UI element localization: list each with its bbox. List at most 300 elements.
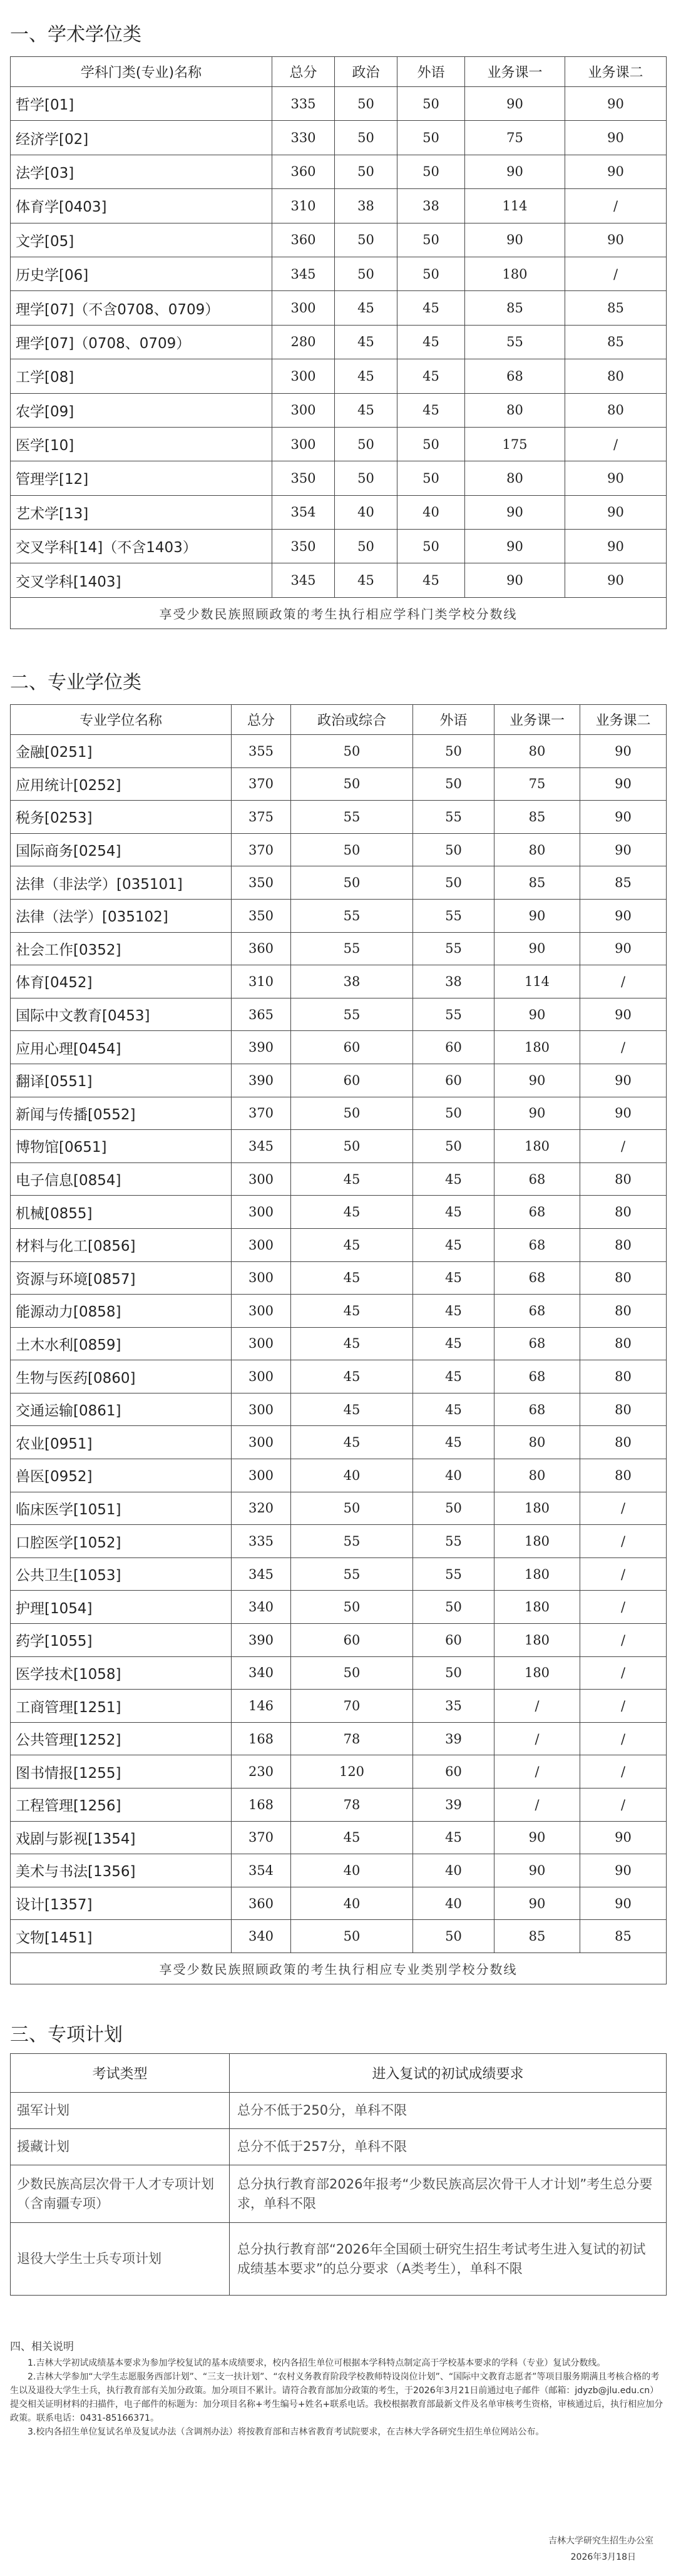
score-cell: 60 (413, 1064, 494, 1097)
score-cell: 45 (335, 359, 397, 393)
score-cell: 80 (580, 1196, 667, 1229)
score-cell: 68 (494, 1261, 580, 1295)
score-cell: 50 (291, 735, 413, 768)
score-cell: 45 (397, 291, 465, 325)
score-cell: 50 (291, 866, 413, 900)
note-item-3: 3.校内各招生单位复试名单及复试办法（含调剂办法）将按教育部和吉林省教育考试院要求，在吉林大学各研究生招生单位网站公布。 (28, 2427, 545, 2437)
score-cell: 340 (232, 1656, 291, 1690)
score-cell: 175 (465, 427, 565, 461)
requirement-cell: 总分不低于250分，单科不限 (230, 2093, 667, 2129)
score-cell: 90 (565, 530, 667, 563)
score-cell: 90 (465, 563, 565, 597)
score-cell: 55 (413, 1557, 494, 1591)
table-row (11, 1492, 667, 1525)
row-name-cell: 资源与环境[0857] (11, 1261, 232, 1295)
score-cell: 365 (232, 998, 291, 1031)
score-cell: / (494, 1755, 580, 1788)
section2-title: 二、专业学位类 (10, 672, 141, 694)
score-cell: 300 (232, 1426, 291, 1459)
column-header: 进入复试的初试成绩要求 (230, 2054, 667, 2093)
row-name-cell: 交叉学科[1403] (11, 563, 272, 597)
score-cell: 75 (465, 121, 565, 155)
score-cell: 75 (494, 767, 580, 801)
score-cell: 360 (272, 223, 335, 257)
score-cell: 300 (232, 1295, 291, 1328)
score-cell: 350 (272, 461, 335, 495)
table-row (11, 965, 667, 998)
score-cell: 50 (291, 1492, 413, 1525)
table-row (11, 1656, 667, 1690)
score-cell: 39 (413, 1722, 494, 1755)
score-cell: / (494, 1788, 580, 1822)
score-cell: 50 (413, 866, 494, 900)
row-name-cell: 法学[03] (11, 155, 272, 188)
table-row (11, 257, 667, 290)
score-cell: 35 (413, 1690, 494, 1723)
score-cell: 80 (580, 1327, 667, 1360)
date: 2026年3月18日 (570, 2552, 636, 2562)
table-row (11, 1722, 667, 1755)
score-cell: 80 (465, 393, 565, 427)
table-row (11, 1162, 667, 1196)
table-row (11, 1557, 667, 1591)
row-name-cell: 博物馆[0651] (11, 1130, 232, 1163)
table-row (11, 1920, 667, 1953)
score-cell: 80 (465, 461, 565, 495)
score-cell: 345 (232, 1557, 291, 1591)
score-cell: 85 (565, 291, 667, 325)
column-header: 业务课一 (465, 57, 565, 87)
column-header: 政治 (335, 57, 397, 87)
column-header: 政治或综合 (291, 705, 413, 735)
score-cell: 45 (335, 325, 397, 359)
table-row (11, 1525, 667, 1558)
score-cell: / (565, 257, 667, 290)
score-cell: 40 (291, 1459, 413, 1492)
table-row (11, 1360, 667, 1393)
table-row (11, 1097, 667, 1130)
table-row (11, 801, 667, 834)
row-name-cell: 临床医学[1051] (11, 1492, 232, 1525)
table-row (11, 87, 667, 121)
score-cell: 320 (232, 1492, 291, 1525)
score-cell: 45 (291, 1196, 413, 1229)
score-cell: 45 (397, 563, 465, 597)
table-row (11, 2223, 667, 2296)
score-cell: 40 (397, 495, 465, 529)
score-cell: 85 (580, 1920, 667, 1953)
table-row (11, 1690, 667, 1723)
score-cell: 50 (397, 461, 465, 495)
table-row (11, 2093, 667, 2129)
score-cell: 350 (272, 530, 335, 563)
score-cell: 180 (494, 1591, 580, 1624)
score-cell: 45 (413, 1327, 494, 1360)
score-cell: 68 (494, 1360, 580, 1393)
table-row (11, 291, 667, 325)
score-cell: / (580, 1624, 667, 1657)
score-cell: 45 (397, 359, 465, 393)
score-cell: 45 (413, 1228, 494, 1261)
score-cell: 50 (335, 223, 397, 257)
score-cell: 45 (413, 1261, 494, 1295)
table-row (11, 1393, 667, 1426)
score-cell: 90 (565, 563, 667, 597)
score-cell: 50 (291, 833, 413, 866)
row-name-cell: 工商管理[1251] (11, 1690, 232, 1723)
table-row (11, 461, 667, 495)
row-name-cell: 文物[1451] (11, 1920, 232, 1953)
score-cell: 300 (272, 359, 335, 393)
score-cell: / (580, 1591, 667, 1624)
score-cell: 68 (465, 359, 565, 393)
score-cell: 180 (494, 1130, 580, 1163)
score-cell: 180 (494, 1656, 580, 1690)
score-cell: 300 (232, 1459, 291, 1492)
score-cell: 39 (413, 1788, 494, 1822)
row-name-cell: 管理学[12] (11, 461, 272, 495)
score-cell: / (580, 1525, 667, 1558)
score-cell: 90 (494, 1821, 580, 1854)
score-cell: 168 (232, 1722, 291, 1755)
score-cell: 55 (291, 932, 413, 965)
row-name-cell: 交通运输[0861] (11, 1393, 232, 1426)
score-cell: 60 (291, 1064, 413, 1097)
score-cell: 310 (232, 965, 291, 998)
score-cell: 300 (272, 393, 335, 427)
score-cell: 354 (232, 1854, 291, 1887)
row-name-cell: 生物与医药[0860] (11, 1360, 232, 1393)
score-cell: / (580, 1557, 667, 1591)
row-name-cell: 材料与化工[0856] (11, 1228, 232, 1261)
score-cell: 68 (494, 1327, 580, 1360)
score-cell: / (580, 1130, 667, 1163)
score-cell: 360 (232, 932, 291, 965)
notes-heading: 四、相关说明 (10, 2341, 74, 2353)
table-row (11, 1031, 667, 1064)
score-cell: 90 (465, 155, 565, 188)
score-cell: 50 (291, 1920, 413, 1953)
notes-section (10, 2340, 666, 2439)
table-row (11, 1459, 667, 1492)
score-cell: 45 (413, 1426, 494, 1459)
row-name-cell: 医学技术[1058] (11, 1656, 232, 1690)
score-cell: 50 (413, 767, 494, 801)
score-cell: 85 (494, 1920, 580, 1953)
score-cell: 45 (335, 563, 397, 597)
score-cell: 55 (291, 998, 413, 1031)
row-name-cell: 国际商务[0254] (11, 833, 232, 866)
score-cell: 230 (232, 1755, 291, 1788)
row-name-cell: 药学[1055] (11, 1624, 232, 1657)
score-cell: 80 (494, 735, 580, 768)
table-row (11, 1295, 667, 1328)
column-header: 考试类型 (11, 2054, 230, 2093)
score-cell: 55 (413, 932, 494, 965)
score-cell: 335 (272, 87, 335, 121)
score-cell: 80 (494, 1459, 580, 1492)
score-cell: 68 (494, 1228, 580, 1261)
table-row (11, 1755, 667, 1788)
table-row (11, 998, 667, 1031)
column-header: 业务课一 (494, 705, 580, 735)
score-cell: 90 (465, 495, 565, 529)
column-header: 总分 (272, 57, 335, 87)
row-name-cell: 社会工作[0352] (11, 932, 232, 965)
table-row (11, 1854, 667, 1887)
row-name-cell: 农业[0951] (11, 1426, 232, 1459)
score-cell: 340 (232, 1920, 291, 1953)
score-cell: 90 (494, 899, 580, 932)
score-cell: 45 (291, 1228, 413, 1261)
row-name-cell: 金融[0251] (11, 735, 232, 768)
score-cell: 90 (565, 495, 667, 529)
score-cell: 60 (413, 1624, 494, 1657)
row-name-cell: 历史学[06] (11, 257, 272, 290)
special-plan-table (10, 2053, 666, 2296)
score-cell: 45 (413, 1295, 494, 1328)
table-row (11, 899, 667, 932)
row-name-cell: 新闻与传播[0552] (11, 1097, 232, 1130)
score-cell: / (580, 1492, 667, 1525)
score-cell: 90 (494, 1887, 580, 1920)
professional-degree-table (10, 704, 666, 1984)
row-name-cell: 口腔医学[1052] (11, 1525, 232, 1558)
score-cell: 50 (335, 257, 397, 290)
row-name-cell: 设计[1357] (11, 1887, 232, 1920)
score-cell: 390 (232, 1031, 291, 1064)
score-cell: 345 (272, 257, 335, 290)
score-cell: 45 (413, 1162, 494, 1196)
score-cell: 50 (335, 87, 397, 121)
score-cell: 78 (291, 1722, 413, 1755)
score-cell: 146 (232, 1690, 291, 1723)
score-cell: 80 (580, 1261, 667, 1295)
score-cell: 120 (291, 1755, 413, 1788)
score-cell: 40 (291, 1854, 413, 1887)
score-cell: 300 (232, 1327, 291, 1360)
score-cell: 45 (291, 1295, 413, 1328)
row-name-cell: 美术与书法[1356] (11, 1854, 232, 1887)
score-cell: 114 (494, 965, 580, 998)
score-cell: 90 (494, 932, 580, 965)
score-cell: 90 (580, 899, 667, 932)
score-cell: 50 (413, 1920, 494, 1953)
score-cell: 45 (291, 1426, 413, 1459)
score-cell: 68 (494, 1295, 580, 1328)
score-cell: 114 (465, 189, 565, 223)
score-cell: 345 (232, 1130, 291, 1163)
score-cell: / (580, 1788, 667, 1822)
score-cell: 45 (413, 1360, 494, 1393)
row-name-cell: 电子信息[0854] (11, 1162, 232, 1196)
score-cell: 50 (413, 833, 494, 866)
column-header: 专业学位名称 (11, 705, 232, 735)
table-row (11, 1130, 667, 1163)
table-row (11, 2165, 667, 2223)
row-name-cell: 医学[10] (11, 427, 272, 461)
table-row (11, 1196, 667, 1229)
score-cell: 38 (335, 189, 397, 223)
score-cell: 50 (335, 461, 397, 495)
score-cell: 90 (465, 530, 565, 563)
score-cell: 80 (494, 833, 580, 866)
exam-type-cell: 援藏计划 (11, 2129, 230, 2165)
score-cell: 55 (413, 1525, 494, 1558)
score-cell: 55 (413, 801, 494, 834)
score-cell: 300 (232, 1228, 291, 1261)
score-cell: 80 (580, 1295, 667, 1328)
score-cell: 85 (565, 325, 667, 359)
score-cell: / (565, 427, 667, 461)
table-row (11, 427, 667, 461)
score-cell: 90 (565, 155, 667, 188)
score-cell: 40 (413, 1854, 494, 1887)
score-cell: 55 (291, 1525, 413, 1558)
row-name-cell: 艺术学[13] (11, 495, 272, 529)
row-name-cell: 工程管理[1256] (11, 1788, 232, 1822)
score-cell: 90 (580, 767, 667, 801)
table-row (11, 833, 667, 866)
row-name-cell: 理学[07]（不含0708、0709） (11, 291, 272, 325)
score-cell: 90 (580, 1097, 667, 1130)
score-cell: 50 (335, 121, 397, 155)
score-cell: 90 (494, 1854, 580, 1887)
score-cell: / (494, 1722, 580, 1755)
note-item-1: 1.吉林大学初试成绩基本要求为参加学校复试的基本成绩要求，校内各招生单位可根据本学科特点制定高于学校基本要求的学科（专业）复试分数线。 (28, 2358, 606, 2368)
score-cell: 40 (413, 1459, 494, 1492)
score-cell: 90 (565, 121, 667, 155)
table-row (11, 121, 667, 155)
score-cell: 50 (413, 1492, 494, 1525)
table-row (11, 1228, 667, 1261)
exam-type-cell: 少数民族高层次骨干人才专项计划（含南疆专项） (11, 2165, 230, 2223)
score-cell: 310 (272, 189, 335, 223)
score-cell: 300 (232, 1162, 291, 1196)
score-cell: 90 (580, 735, 667, 768)
score-cell: 38 (413, 965, 494, 998)
score-cell: 68 (494, 1162, 580, 1196)
signature: 吉林大学研究生招生办公室 (548, 2536, 653, 2546)
score-cell: 390 (232, 1624, 291, 1657)
score-cell: 90 (465, 87, 565, 121)
score-cell: 45 (335, 291, 397, 325)
row-name-cell: 税务[0253] (11, 801, 232, 834)
score-cell: 168 (232, 1788, 291, 1822)
score-cell: 90 (580, 1821, 667, 1854)
score-cell: 50 (397, 223, 465, 257)
score-cell: 300 (232, 1261, 291, 1295)
score-cell: 90 (580, 1887, 667, 1920)
score-cell: 40 (413, 1887, 494, 1920)
score-cell: 180 (465, 257, 565, 290)
score-cell: 50 (413, 1097, 494, 1130)
score-cell: 85 (465, 291, 565, 325)
score-cell: 50 (413, 1130, 494, 1163)
score-cell: 300 (272, 427, 335, 461)
requirement-cell: 总分执行教育部“2026年全国硕士研究生招生考试考生进入复试的初试成绩基本要求”的总分要求（A类考生），单科不限 (230, 2223, 667, 2296)
score-cell: / (580, 965, 667, 998)
row-name-cell: 应用统计[0252] (11, 767, 232, 801)
score-cell: 180 (494, 1031, 580, 1064)
score-cell: 90 (494, 998, 580, 1031)
score-cell: 180 (494, 1525, 580, 1558)
column-header: 业务课二 (565, 57, 667, 87)
score-cell: 360 (232, 1887, 291, 1920)
score-cell: 45 (291, 1261, 413, 1295)
score-cell: 50 (291, 1656, 413, 1690)
row-name-cell: 公共卫生[1053] (11, 1557, 232, 1591)
score-cell: 90 (580, 1064, 667, 1097)
row-name-cell: 公共管理[1252] (11, 1722, 232, 1755)
score-cell: 85 (580, 866, 667, 900)
score-cell: 350 (232, 866, 291, 900)
table-row (11, 866, 667, 900)
row-name-cell: 工学[08] (11, 359, 272, 393)
score-cell: 280 (272, 325, 335, 359)
score-cell: 300 (232, 1360, 291, 1393)
table-row (11, 1821, 667, 1854)
score-cell: 45 (397, 325, 465, 359)
score-cell: 60 (291, 1031, 413, 1064)
section3-title: 三、专项计划 (10, 2024, 123, 2046)
score-cell: 80 (580, 1228, 667, 1261)
score-cell: 180 (494, 1624, 580, 1657)
score-cell: 300 (272, 291, 335, 325)
score-cell: 80 (494, 1426, 580, 1459)
score-cell: 55 (413, 998, 494, 1031)
score-cell: 90 (580, 833, 667, 866)
score-cell: / (580, 1656, 667, 1690)
table-note: 享受少数民族照顾政策的考生执行相应学科门类学校分数线 (11, 597, 667, 629)
row-name-cell: 法律（法学）[035102] (11, 899, 232, 932)
academic-degree-table (10, 56, 666, 629)
row-name-cell: 体育[0452] (11, 965, 232, 998)
score-cell: 80 (580, 1360, 667, 1393)
note-item-2: 2.吉林大学参加“大学生志愿服务西部计划”、“三支一扶计划”、“农村义务教育阶段学校教师特设岗位计划”、“国际中文教育志愿者”等项目服务期满且考核合格的考生以及退役大学生士兵，执行教育部有关加分政策。加分项目不累计。请符合教育部加分政策的考生，于2026年3月21日前通过电子邮件（邮箱：jdyzb@jlu.edu.cn）提交相关证明材料的扫描件，电子邮件的标题为：加分项目名称+考生编号+姓名+联系电话。我校根据教育部最新文件及名单审核考生资格，审核通过后，执行相应加分政策。联系电话：0431-85166371。 (10, 2372, 663, 2423)
table-row (11, 359, 667, 393)
row-name-cell: 体育学[0403] (11, 189, 272, 223)
table-row (11, 495, 667, 529)
row-name-cell: 法律（非法学）[035101] (11, 866, 232, 900)
score-cell: 45 (413, 1196, 494, 1229)
table-row (11, 393, 667, 427)
row-name-cell: 农学[09] (11, 393, 272, 427)
score-cell: 60 (291, 1624, 413, 1657)
score-cell: 50 (397, 155, 465, 188)
score-cell: 40 (291, 1887, 413, 1920)
score-cell: 60 (413, 1755, 494, 1788)
score-cell: 90 (465, 223, 565, 257)
score-cell: 80 (565, 359, 667, 393)
score-cell: 40 (335, 495, 397, 529)
score-cell: 90 (580, 998, 667, 1031)
score-cell: 80 (580, 1393, 667, 1426)
score-cell: 370 (232, 1097, 291, 1130)
exam-type-cell: 强军计划 (11, 2093, 230, 2129)
score-cell: 50 (291, 1130, 413, 1163)
row-name-cell: 应用心理[0454] (11, 1031, 232, 1064)
row-name-cell: 文学[05] (11, 223, 272, 257)
score-cell: 330 (272, 121, 335, 155)
score-cell: 300 (232, 1393, 291, 1426)
score-cell: 375 (232, 801, 291, 834)
table-row (11, 2129, 667, 2165)
score-cell: 50 (335, 530, 397, 563)
score-cell: 354 (272, 495, 335, 529)
score-cell: 90 (580, 801, 667, 834)
score-cell: 68 (494, 1393, 580, 1426)
